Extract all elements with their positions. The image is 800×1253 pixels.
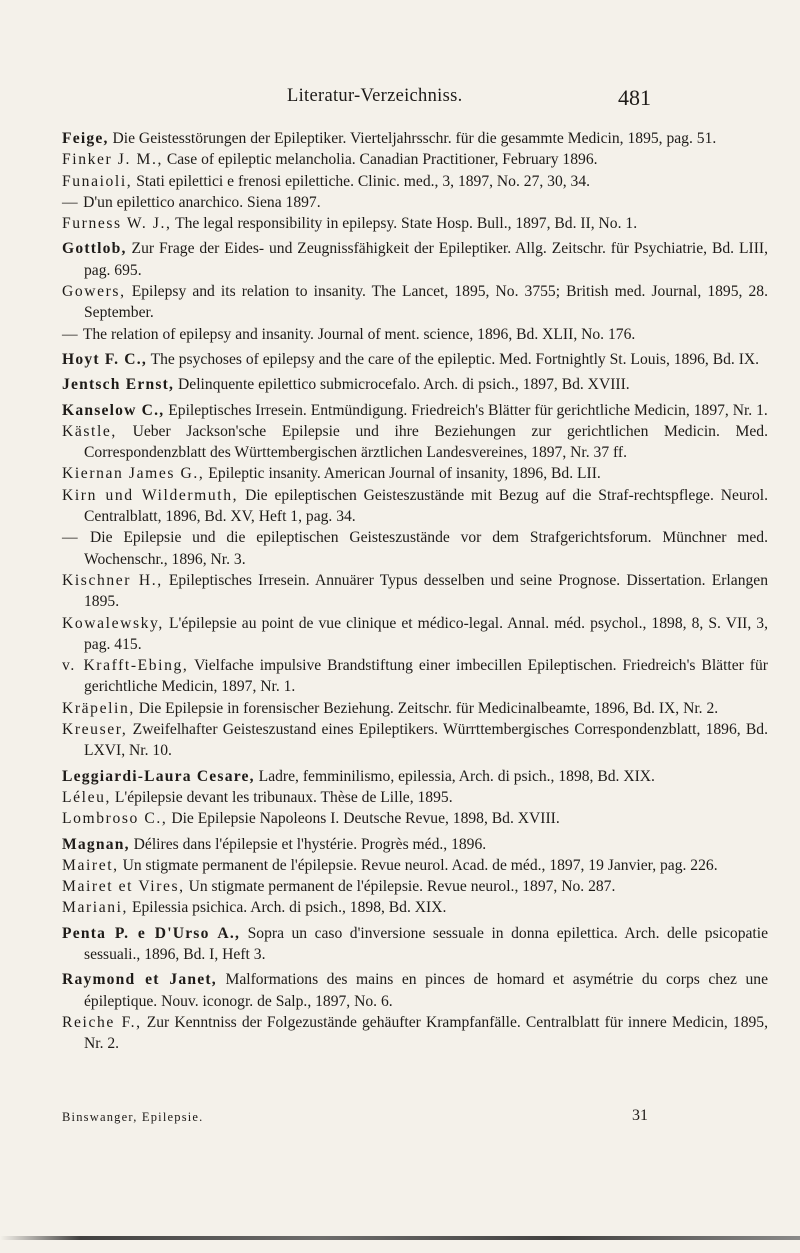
entry-author: Penta P. e D'Urso A., (62, 924, 241, 942)
bibliography-entry (62, 719, 768, 762)
entry-text: Epilessia psichica. Arch. di psich., 1898, Bd. XIX. (131, 899, 447, 917)
entry-text: Sopra un caso d'inversione sessuale in donna epilettica. Arch. delle psicopatie sessuali., 1896, Bd. I, Heft 3. (84, 924, 769, 963)
entry-author: Kreuser, (62, 721, 128, 739)
running-header (0, 86, 800, 116)
entry-text: Ueber Jackson'sche Epilepsie und ihre Beziehungen zur gerichtlichen Medicin. Med. Correspondenzblatt des Württembergischen ärztlichen Landesvereines, 1897, Nr. 37 ff. (84, 422, 768, 462)
entry-text: Die Epilepsie Napoleons I. Deutsche Revue, 1898, Bd. XVIII. (171, 810, 560, 828)
entry-text: Ladre, femminilismo, epilessia, Arch. di psich., 1898, Bd. XIX. (258, 767, 655, 785)
entry-author: v. Krafft-Ebing, (62, 657, 189, 675)
bibliography-entry (62, 527, 768, 570)
bibliography-entry (62, 698, 768, 719)
bibliography-entry (62, 128, 768, 149)
bibliography-list (62, 128, 768, 1054)
page-footer (62, 1107, 768, 1132)
entry-text: L'épilepsie devant les tribunaux. Thèse de Lille, 1895. (114, 788, 453, 806)
entry-author: — (62, 193, 80, 211)
entry-text: D'un epilettico anarchico. Siena 1897. (83, 193, 321, 211)
running-title: Literatur-Verzeichniss. (287, 86, 463, 106)
entry-text: The legal responsibility in epilepsy. State Hosp. Bull., 1897, Bd. II, No. 1. (175, 215, 638, 233)
entry-text: Un stigmate permanent de l'épilepsie. Revue neurol., 1897, No. 287. (188, 878, 616, 896)
bibliography-entry (62, 923, 768, 966)
page-number: 481 (618, 85, 651, 110)
sheet-number: 31 (632, 1107, 648, 1124)
entry-text: Die Epilepsie und die epileptischen Geisteszustände vor dem Strafgerichtsforum. Münchner med. Wochenschr., 1896, Nr. 3. (84, 529, 768, 568)
bibliography-entry (62, 324, 768, 345)
scan-edge-line (0, 1236, 800, 1240)
entry-author: Kräpelin, (62, 699, 135, 717)
entry-text: Zweifelhafter Geisteszustand eines Epileptikers. Würrttembergisches Correspondenzblatt, 1896, Bd. LXVI, Nr. 10. (84, 721, 768, 760)
bibliography-entry (62, 570, 768, 613)
entry-author: Funaioli, (62, 172, 133, 190)
bibliography-entry (62, 485, 768, 528)
entry-text: Stati epilettici e frenosi epilettiche. Clinic. med., 3, 1897, No. 27, 30, 34. (136, 172, 591, 190)
entry-author: Finker J. M., (62, 151, 163, 169)
entry-author: Léleu, (62, 788, 111, 806)
bibliography-entry (62, 349, 768, 370)
entry-text: Délires dans l'épilepsie et l'hystérie. Progrès méd., 1896. (133, 835, 487, 853)
bibliography-entry (62, 400, 768, 421)
bibliography-entry (62, 281, 768, 324)
entry-author: Reiche F., (62, 1013, 142, 1031)
entry-text: Die Geistesstörungen der Epileptiker. Vierteljahrsschr. für die gesammte Medicin, 1895, pag. 51. (112, 130, 717, 147)
bibliography-entry (62, 969, 768, 1012)
printer-signature: Binswanger, Epilepsie. (62, 1110, 204, 1124)
entry-text: Case of epileptic melancholia. Canadian Practitioner, February 1896. (166, 151, 598, 169)
bibliography-entry (62, 655, 768, 698)
entry-text: Epileptisches Irresein. Entmündigung. Friedreich's Blätter für gerichtliche Medicin, 1897, Nr. 1. (168, 401, 768, 419)
entry-text: Un stigmate permanent de l'épilepsie. Revue neurol. Acad. de méd., 1897, 19 Janvier, pag. 226. (122, 856, 718, 874)
entry-author: Kästle, (62, 422, 117, 440)
bibliography-entry (62, 171, 768, 192)
entry-text: Zur Kenntniss der Folgezustände gehäufter Krampfanfälle. Centralblatt für innere Medicin, 1895, Nr. 2. (84, 1013, 768, 1053)
entry-author: Kischner H., (62, 571, 163, 589)
entry-text: Delinquente epilettico submicrocefalo. Arch. di psich., 1897, Bd. XVIII. (178, 376, 630, 394)
bibliography-entry (62, 876, 768, 897)
entry-text: Die epileptischen Geisteszustände mit Bezug auf die Straf-rechtspflege. Neurol. Centralblatt, 1896, Bd. XV, Heft 1, pag. 34. (84, 486, 768, 526)
entry-author: Gottlob, (62, 240, 127, 258)
entry-author: Mairet et Vires, (62, 878, 185, 896)
bibliography-entry (62, 238, 768, 281)
entry-author: Mairet, (62, 856, 119, 874)
entry-author: Lombroso C., (62, 810, 168, 828)
bibliography-entry (62, 1012, 768, 1055)
entry-author: Leggiardi-Laura Cesare, (62, 767, 255, 785)
entry-author: Kowalewsky, (62, 614, 164, 632)
bibliography-entry (62, 374, 768, 395)
entry-text: Zur Frage der Eides- und Zeugnissfähigkeit der Epileptiker. Allg. Zeitschr. für Psychiatrie, Bd. LIII, pag. 695. (84, 240, 768, 279)
entry-author: Kiernan James G., (62, 465, 205, 483)
bibliography-entry (62, 808, 768, 829)
entry-author: Kirn und Wildermuth, (62, 486, 239, 504)
entry-text: Epileptic insanity. American Journal of insanity, 1896, Bd. LII. (208, 465, 601, 483)
entry-author: Kanselow C., (62, 401, 165, 419)
bibliography-entry (62, 213, 768, 234)
entry-text: Vielfache impulsive Brandstiftung einer imbecillen Epileptischen. Friedreich's Blätter für gerichtliche Medicin, 1897, Nr. 1. (84, 657, 768, 696)
bibliography-entry (62, 613, 768, 656)
bibliography-entry (62, 897, 768, 918)
entry-author: Magnan, (62, 835, 130, 853)
entry-author: Hoyt F. C., (62, 350, 147, 368)
bibliography-entry (62, 855, 768, 876)
entry-author: — (62, 529, 80, 547)
entry-author: — (62, 325, 80, 343)
entry-author: Raymond et Janet, (62, 971, 217, 989)
bibliography-entry (62, 149, 768, 170)
entry-text: Die Epilepsie in forensischer Beziehung. Zeitschr. für Medicinalbeamte, 1896, Bd. IX, Nr. 2. (138, 699, 719, 717)
bibliography-entry (62, 766, 768, 787)
entry-text: The relation of epilepsy and insanity. Journal of ment. science, 1896, Bd. XLII, No. 176. (82, 325, 636, 343)
bibliography-entry (62, 834, 768, 855)
entry-author: Mariani, (62, 899, 129, 917)
entry-author: Jentsch Ernst, (62, 376, 175, 394)
entry-text: L'épilepsie au point de vue clinique et médico-legal. Annal. méd. psychol., 1898, 8, S. VII, 3, pag. 415. (84, 614, 769, 653)
bibliography-entry (62, 192, 768, 213)
entry-text: The psychoses of epilepsy and the care of the epileptic. Med. Fortnightly St. Louis, 1896, Bd. IX. (150, 350, 760, 368)
bibliography-entry (62, 787, 768, 808)
entry-author: Furness W. J., (62, 215, 172, 233)
entry-author: Feige, (62, 130, 109, 147)
entry-text: Epileptisches Irresein. Annuärer Typus desselben und seine Prognose. Dissertation. Erlangen 1895. (84, 571, 769, 611)
entry-text: Malformations des mains en pinces de homard et asymétrie du corps chez une épileptique. Nouv. iconogr. de Salp., 1897, No. 6. (84, 971, 769, 1010)
entry-text: Epilepsy and its relation to insanity. The Lancet, 1895, No. 3755; British med. Journal, 1895, 28. September. (84, 283, 768, 322)
bibliography-entry (62, 421, 768, 464)
entry-author: Gowers, (62, 283, 126, 301)
bibliography-entry (62, 463, 768, 484)
